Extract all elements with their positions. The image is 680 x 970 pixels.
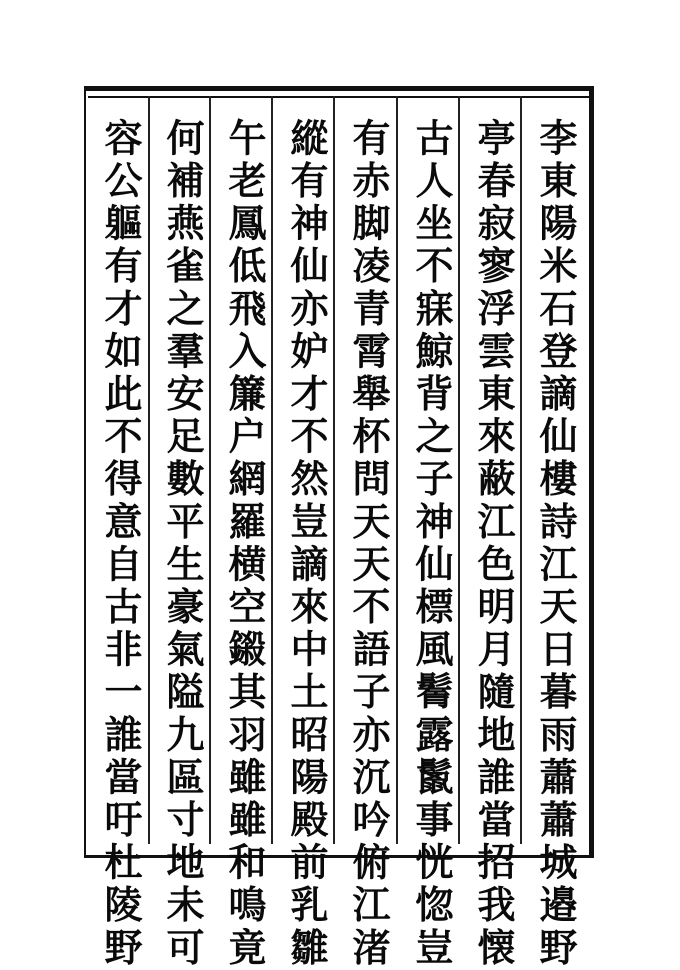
- column-divider: [520, 96, 522, 844]
- column-text: 何補燕雀之羣安足數平生豪氣隘九區寸地未可: [160, 118, 205, 970]
- text-column-1: [530, 118, 580, 970]
- column-divider: [396, 96, 398, 844]
- column-text: 李東陽米石登謫仙樓詩江天日暮雨蕭蕭城邉野: [533, 118, 578, 970]
- text-column-8: [95, 118, 145, 970]
- column-text: 亭春寂寥浮雲東來蔽江色明月隨地誰當招我懐: [471, 118, 516, 970]
- column-divider: [148, 96, 150, 844]
- text-column-4: [343, 118, 393, 970]
- column-divider: [271, 96, 273, 844]
- text-column-6: [219, 118, 269, 970]
- column-divider: [333, 96, 335, 844]
- text-column-2: [468, 118, 518, 970]
- text-column-5: [281, 118, 331, 970]
- column-divider: [458, 96, 460, 844]
- column-text: 縱有神仙亦妒才不然豈謫來中土昭陽殿前乳雛: [284, 118, 329, 970]
- column-text: 有赤脚凌青霄舉杯問天天不語子亦沉吟俯江渚: [346, 118, 391, 970]
- column-text: 容公軀有才如此不得意自古非一誰當吁杜陵野: [98, 118, 143, 970]
- column-text: 古人坐不寐鯨背之子神仙標風鬌露鬛事恍惚豈: [409, 118, 454, 970]
- text-column-7: [157, 118, 207, 970]
- text-column-3: [406, 118, 456, 970]
- top-border-rule: [88, 96, 590, 98]
- column-divider: [209, 96, 211, 844]
- column-text: 午老鳳低飛入簾户網羅横空鎩其羽雖雖和鳴竟: [222, 118, 267, 970]
